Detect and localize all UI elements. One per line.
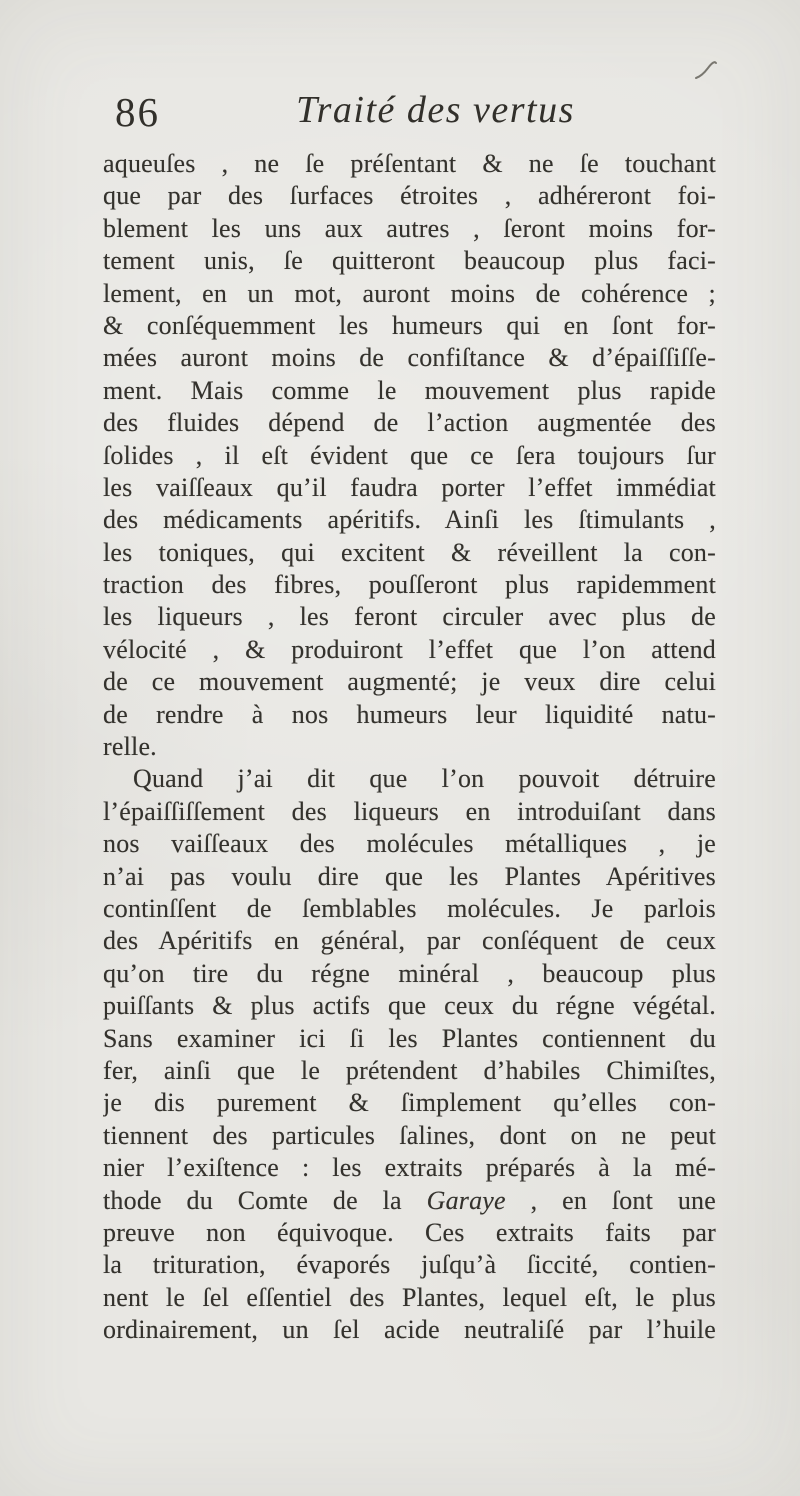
text-segment: blement les uns aux autres , ſeront moins for-	[103, 213, 716, 243]
text-line	[103, 958, 716, 990]
page-number: 86	[115, 89, 160, 135]
text-segment: n’ai pas voulu dire que les Plantes Apéritives	[103, 861, 716, 891]
text-line	[103, 1023, 716, 1055]
text-line	[103, 375, 716, 407]
text-segment: ment. Mais comme le mouvement plus rapide	[103, 375, 716, 405]
text-line	[103, 1087, 716, 1119]
text-line	[103, 407, 716, 439]
text-segment: des médicaments apéritifs. Ainſi les ſtimulants ,	[103, 505, 716, 535]
text-segment: Sans examiner ici ſi les Plantes contiennent du	[103, 1023, 716, 1053]
text-segment: Quand j’ai dit que l’on pouvoit détruire	[133, 764, 716, 794]
text-line	[103, 1120, 716, 1152]
text-segment: de ce mouvement augmenté; je veux dire celui	[103, 667, 716, 697]
text-segment: thode du Comte de la	[103, 1185, 427, 1215]
text-segment: lement, en un mot, auront moins de cohérence ;	[103, 278, 716, 308]
text-line	[103, 180, 716, 212]
text-segment: de rendre à nos humeurs leur liquidité natu-	[103, 699, 716, 729]
text-line	[103, 569, 716, 601]
text-line	[103, 472, 716, 504]
text-line	[103, 148, 716, 180]
ink-mark-icon	[694, 60, 720, 82]
text-line	[103, 1217, 716, 1249]
text-segment: aqueuſes , ne ſe préſentant & ne ſe touchant	[103, 149, 716, 178]
text-line	[103, 278, 716, 310]
text-segment: vélocité , & produiront l’effet que l’on attend	[103, 634, 716, 664]
text-line	[103, 504, 716, 536]
text-line	[103, 666, 716, 698]
text-segment: & conſéquemment les humeurs qui en ſont for-	[103, 310, 716, 340]
text-segment: traction des fibres, pouſſeront plus rapidemment	[103, 570, 716, 600]
text-segment: mées auront moins de confiſtance & d’épaiſſiſſe-	[103, 343, 716, 373]
running-title: Traité des vertus	[296, 89, 575, 131]
text-segment: des fluides dépend de l’action augmentée des	[103, 408, 716, 438]
text-line	[103, 440, 716, 472]
text-line	[103, 310, 716, 342]
text-line	[103, 601, 716, 633]
text-line	[103, 925, 716, 957]
text-segment: puiſſants & plus actifs que ceux du régne végétal.	[103, 991, 716, 1021]
text-line	[103, 990, 716, 1022]
text-line	[103, 699, 716, 731]
page-body	[103, 148, 716, 1346]
text-segment: ſolides , il eſt évident que ce ſera toujours ſur	[103, 440, 716, 470]
text-segment: qu’on tire du régne minéral , beaucoup plus	[103, 958, 716, 988]
text-segment: l’épaiſſiſſement des liqueurs en introduiſant dans	[103, 796, 716, 826]
text-segment: les toniques, qui excitent & réveillent la con-	[103, 537, 716, 567]
text-segment: nent le ſel eſſentiel des Plantes, lequel eſt, le plus	[103, 1282, 716, 1312]
text-line	[103, 828, 716, 860]
text-segment: des Apéritifs en général, par conſéquent de ceux	[103, 926, 716, 956]
text-segment: nos vaiſſeaux des molécules métalliques , je	[103, 829, 716, 859]
text-line	[103, 342, 716, 374]
text-line	[103, 537, 716, 569]
text-segment: ordinairement, un ſel acide neutraliſé par l’huile	[103, 1315, 716, 1345]
text-segment: les liqueurs , les feront circuler avec plus de	[103, 602, 716, 632]
text-segment: relle.	[103, 732, 157, 762]
text-segment: tiennent des particules ſalines, dont on ne peut	[103, 1120, 716, 1150]
text-segment: nier l’exiſtence : les extraits préparés à la mé-	[103, 1153, 716, 1183]
text-line	[103, 763, 716, 795]
text-line	[103, 731, 716, 763]
text-line	[103, 1152, 716, 1184]
text-segment: les vaiſſeaux qu’il faudra porter l’effet immédiat	[103, 472, 716, 502]
text-segment: tement unis, ſe quitteront beaucoup plus faci-	[103, 246, 716, 276]
text-line	[103, 1249, 716, 1281]
italic-text-segment: Garaye	[426, 1185, 506, 1215]
text-line	[103, 796, 716, 828]
page-header	[103, 88, 716, 142]
text-segment: je dis purement & ſimplement qu’elles con-	[103, 1088, 716, 1118]
text-line	[103, 634, 716, 666]
text-line	[103, 213, 716, 245]
text-segment: fer, ainſi que le prétendent d’habiles Chimiſtes,	[103, 1055, 716, 1085]
text-line	[103, 1185, 716, 1217]
text-line	[103, 1055, 716, 1087]
text-line	[103, 893, 716, 925]
text-line	[103, 1314, 716, 1346]
text-segment: , en ſont une	[505, 1185, 716, 1215]
text-segment: continſſent de ſemblables molécules. Je parlois	[103, 893, 716, 923]
text-segment: la trituration, évaporés juſqu’à ſiccité, contien-	[103, 1250, 716, 1280]
text-line	[103, 245, 716, 277]
text-segment: que par des ſurfaces étroites , adhéreront foi-	[103, 181, 716, 211]
text-segment: preuve non équivoque. Ces extraits faits par	[103, 1217, 716, 1247]
text-line	[103, 861, 716, 893]
text-line	[103, 1282, 716, 1314]
